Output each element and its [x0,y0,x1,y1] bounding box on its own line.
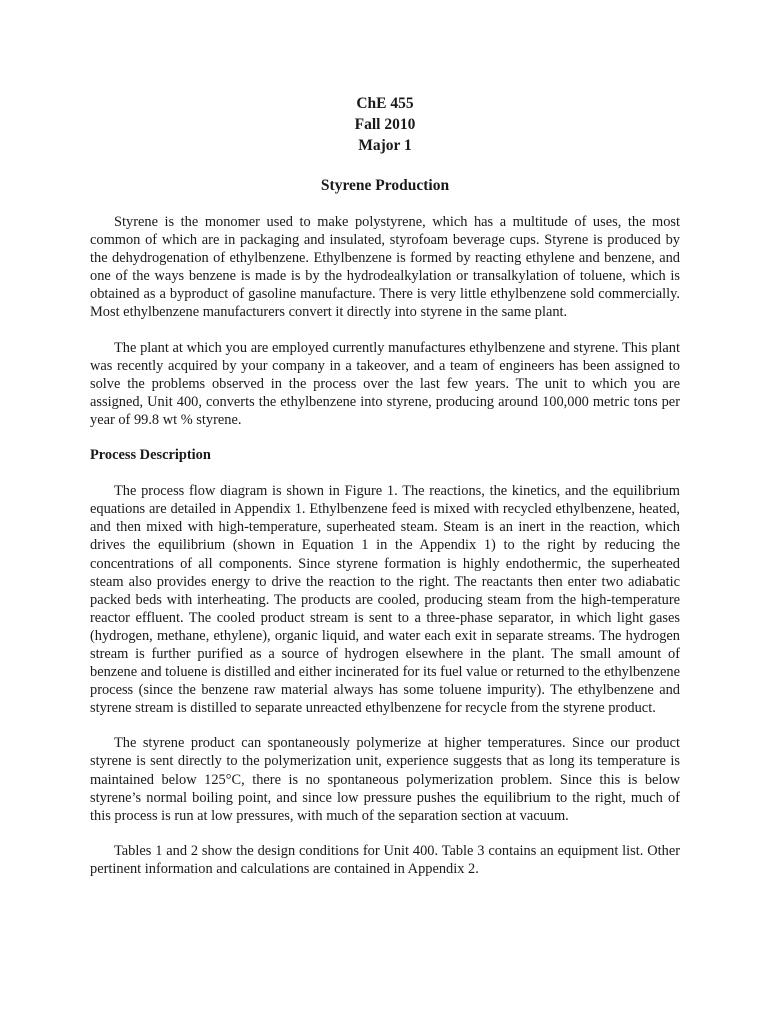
course-code: ChE 455 [356,95,414,112]
process-paragraph-1: The process flow diagram is shown in Figure 1. The reactions, the kinetics, and the equilibrium equations are detailed in Appendix 1. Ethylbenzene feed is mixed with recycled ethylbenzene, heated, and then mixed with high-temperature, superheated steam. Steam is an inert in the reaction, which drives the equilibrium (shown in Equation 1 in the Appendix 1) to the right by reducing the concentrations of all components. Since styrene formation is highly endothermic, the superheated steam also provides energy to drive the reaction to the right. The reactants then enter two adiabatic packed beds with interheating. The products are cooled, producing steam from the high-temperature reactor effluent. The cooled product stream is sent to a three-phase separator, in which light gases (hydrogen, methane, ethylene), organic liquid, and water each exit in separate streams. The hydrogen stream is further purified as a source of hydrogen elsewhere in the plant. The small amount of benzene and toluene is distilled and either incinerated for its fuel value or returned to the ethylbenzene process (since the benzene raw material always has some toluene impurity). The ethylbenzene and styrene stream is distilled to separate unreacted ethylbenzene for recycle from the styrene product. [90,483,680,717]
section-heading-process-description: Process Description [90,447,211,464]
intro-paragraph-2: The plant at which you are employed currently manufactures ethylbenzene and styrene. This plant was recently acquired by your company in a takeover, and a team of engineers has been assigned to solve the problems observed in the process over the last few years. The unit to which you are assigned, Unit 400, converts the ethylbenzene into styrene, producing around 100,000 metric tons per year of 99.8 wt % styrene. [90,339,680,428]
process-paragraph-2: The styrene product can spontaneously polymerize at higher temperatures. Since our product styrene is sent directly to the polymerization unit, experience suggests that as long its temperature is maintained below 125°C, there is no spontaneous polymerization problem. Since this is below styrene’s normal boiling point, and since low pressure pushes the equilibrium to the right, much of this process is run at low pressures, with much of the separation section at vacuum. [90,735,680,824]
term: Fall 2010 [354,116,416,133]
assignment-name: Major 1 [358,137,412,154]
intro-paragraph-1: Styrene is the monomer used to make polystyrene, which has a multitude of uses, the most common of which are in packaging and insulated, styrofoam beverage cups. Styrene is produced by the dehydrogenation of ethylbenzene. Ethylbenzene is formed by reacting ethylene and benzene, and one of the ways benzene is made is by the hydrodealkylation or transalkylation of toluene, which is obtained as a byproduct of gasoline manufacture. There is very little ethylbenzene sold commercially. Most ethylbenzene manufacturers convert it directly into styrene in the same plant. [90,214,680,321]
document-title: Styrene Production [320,177,450,194]
document-header [90,93,680,156]
process-paragraph-3: Tables 1 and 2 show the design conditions for Unit 400. Table 3 contains an equipment list. Other pertinent information and calculations are contained in Appendix 2. [90,842,680,877]
document-page [90,93,680,895]
